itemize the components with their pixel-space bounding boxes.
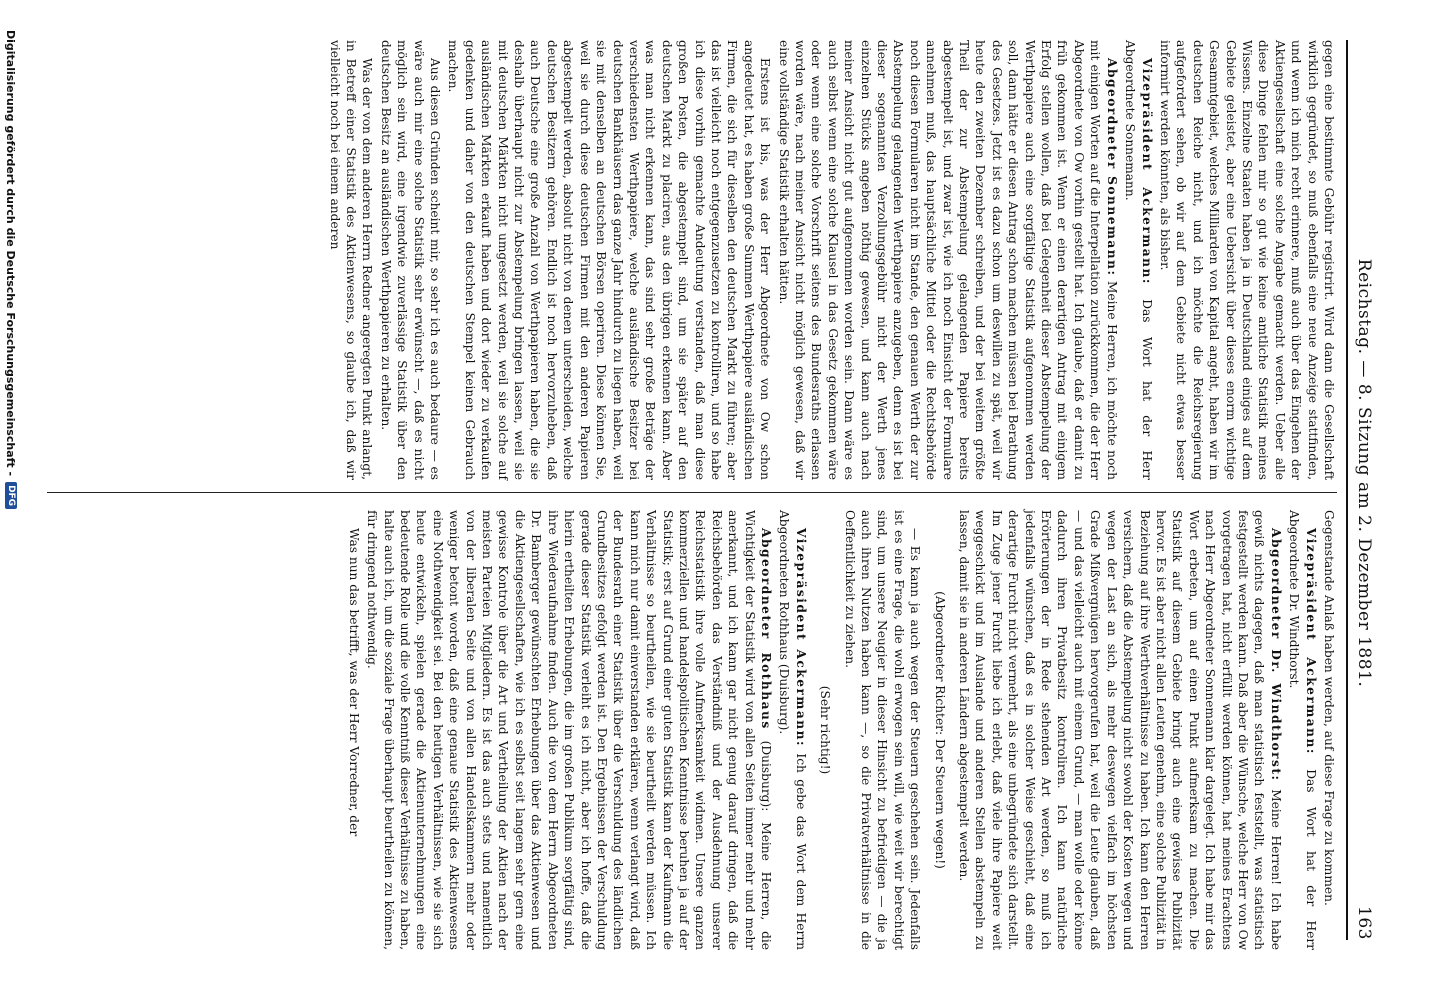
paragraph bbox=[841, 510, 923, 950]
paragraph bbox=[1157, 40, 1337, 480]
paragraph-text: (Duisburg): Meine Herren, die Wichtigkeit der Statistik wird von allen Seiten immer mehr und mehr anerkannt, und ich kann gar nicht genug darauf dringen, daß die Reichsbehörden das Verständniß und der Ausdehnung unserer Reichsstatistik ihre volle Aufmerksamkeit widmen. Unsere ganzen kommerziellen und handelspolitischen Kenntnisse beruhen ja auf der Statistik; erst auf Grund einer guten Statistik kann der Kaufmann die Verhältnisse so beurtheilen, wie sie beurtheilt werden müssen. Ich kann mich nur damit einverstanden erklären, wenn verlangt wird, daß der Bundesrath einer Statistik über die Verschuldung des ländlichen Grundbesitzes gefolgt werden ist. Den Ergebnissen der Verschuldung gerade dieser Statistik verleiht es ich nicht, aber ich hoffe, daß die hierin ertheilten Erhebungen, die im großen Publikum sorgfältig sind, ihre Wiederaufnahme finden. Auch die von dem Herrn Abgeordneten Dr. Bamberger gewünschten Erhebungen über das Aktienwesen und die Aktiengesellschaften, wie ich es selbst seit langem sehr gern eine gewisse Kontrole über die Art und Vertheilung der Aktien nach der meisten Parteien Mitgliedern. Es ist das auch stets und namentlich von der liberalen Seite und von allen Handelskammern mehr oder weniger betont worden, daß eine genaue Statistik des Aktienwesens eine Nothwendigkeit sei. Bei den heutigen Verhältnissen, wie sie sich heute entwickeln, spielen gerade die Aktienunternehmungen eine bedeutende Rolle und die volle Kenntniß dieser Verhältnisse zu haben, halte auch ich, um die soziale Frage überhaupt beurtheilen zu können, für dringend nothwendig. bbox=[365, 510, 773, 951]
paragraph bbox=[1286, 510, 1319, 950]
paragraph-text: Ich gebe das Wort dem Herrn Abgeordneten Rothhaus (Duisburg). bbox=[777, 510, 808, 950]
paragraph-text: Meine Herren! Ich habe gewiß nichts dagegen, daß man statistisch feststellt, was statistisch festgestellt werden kann. Daß aber die Wünsche, welche Herr von Ow vorgetragen hat, nicht erfüllt werden können, hat meines Erachtens nach Herr Abgeordneter Sonnemann klar dargelegt. Ich habe mir das Wort erbeten, um auf einen Punkt aufmerksam zu machen. Die Statistik auf diesem Gebiete bringt auch eine gewisse Publizität hervor. Es ist aber nicht allen Leuten genehm, eine solche Publizität in Beziehung auf ihre Werthverhältnisse zu haben. Ich kann den Herren versichern, daß die Abstempelung nicht sowohl der Kosten wegen und wegen der Last an sich, als mehr deswegen vielfach im höchsten Grade Mißvergnügen hervorgerufen hat, weil die Leute glauben, daß — und das vielleicht auch mit einem Grund, — man wolle oder könne dadurch ihren Privatbesitz kontroliren. Ich kann natürliche Erörterungen der in Rede stehenden Art werden, so muß ich jedenfalls wünschen, daß es in solcher Weise geschieht, daß eine derartige Furcht nicht vermehrt, als eine unbegründete sich darstellt. Im Zuge jener Furcht liebe ich erlebt, daß viele ihre Papiere weit weggeschickt und im Auslande und anderen Stellen abstempeln zu lassen, damit sie in anderen Ländern abgestempelt werden. bbox=[957, 510, 1283, 950]
page-number: 163 bbox=[1354, 906, 1374, 940]
paragraph-text: gegen eine bestimmte Gebühr registrirt. Wird dann die Gesellschaft wirklich gegründet, so muß ebenfalls eine neue Anzeige stattfinden, und wenn ich mich recht erinnere, muß auch über das Eingehen der Aktiengesellschaft eine solche Angabe gemacht werden. Ueber alle diese Dinge fehlen mir so gut wie keine amtliche Statistik meines Wissens. Einzelne Staaten haben ja in Deutschland einiges auf dem Gebiete geleistet, aber eine Uebersicht über dieses enorm wichtige Gesammtgebiet, welches Milliarden von Kapital angeht, haben wir im deutschen Reiche nicht, und ich möchte die Reichsregierung aufgefordert sehen, ob wir auf dem Gebiete nicht etwas besser informirt werden könnten, als bisher. bbox=[1157, 40, 1336, 480]
paragraph bbox=[345, 510, 361, 950]
paragraph bbox=[1122, 40, 1155, 480]
left-text-column bbox=[324, 40, 1337, 480]
paragraph-text: Erstens ist bis, was der Herr Abgeordnete von Ow schon angedeutet hat, es haben große Summen Werthpapiere ausländischen Firmen, die sich für dieselben den deutschen Markt zu führen; aber das ist vielleicht noch entgegenzusetzen zu kontrolliren, und so habe ich diese vorhin gemachte Andeutung verstanden, daß man diese großen Posten, die abgestempelt sind, um sie später auf den deutschen Markt zu placiren, aus den übrigen erkennen kann. Aber was man nicht erkennen kann, das sind sehr große Beträge der verschiedensten Werthpapiere, welche ausländische Besitzer bei deutschen Bankhäusern das ganze Jahr hindurch zu liegen haben, weil sie mit denselben an deutschen Börsen operiren. Diese können Sie, weil sie durch diese deutschen Firmen mit den anderen Papieren abgestempelt werden, absolut nicht von denen unterscheiden, welche deutschen Besitzern gehören. Endlich ist noch hervorzuheben, daß auch Deutsche eine große Anzahl von Werthpapieren haben, die sie deshalb überhaupt nicht zur Abstempelung bringen lassen, weil sie mit deutschen Märkten nicht umgesetzt werden, weil sie solche auf ausländischen Märkten erkauft haben und dort wieder zu verkaufen gedenken und daher von den deutschen Stempel keinen Gebrauch machen. bbox=[446, 40, 773, 480]
speaker-name: Vizepräsident Ackermann: bbox=[793, 528, 808, 747]
paragraph bbox=[377, 40, 443, 480]
paragraph bbox=[445, 40, 773, 480]
speaker-name: Abgeordneter Rothhaus bbox=[759, 528, 773, 730]
paragraph bbox=[326, 40, 375, 480]
speaker-name: Vizepräsident Ackermann: bbox=[1139, 58, 1154, 285]
paragraph bbox=[776, 510, 809, 950]
paragraph-text: (Abgeordneter Richter: Der Steuern wegen!) bbox=[932, 591, 947, 869]
paragraph bbox=[817, 510, 833, 950]
paragraph-text: Aus diesen Gründen scheint mir, so sehr ich es auch bedaure — es wäre auch mir eine solche Statistik sehr erwünscht —, daß es nicht möglich sein wird, eine irgendwie zuverlässige Statistik über den deutschen Besitz an ausländischen Werthpapieren zu erhalten. bbox=[378, 40, 443, 480]
speaker-name: Vizepräsident Ackermann: bbox=[1303, 528, 1318, 755]
paragraph-text: Meine Herren, ich möchte noch mit einigen Worten auf die Interpellation zurückkommen, die der Herr Abgeordnete von Ow vorhin gestellt hat. Ich glaube, daß er damit zu früh gekommen ist. Wenn er einen derartigen Antrag mit einigem Erfolg stellen wollen, daß bei Gelegenheit dieser Abstempelung der Werthpapiere auch eine sorgfältige Statistik aufgenommen werden soll, dann hätte er diesen Antrag schon machen müssen bei Berathung des Gesetzes. Jetzt ist es dazu schon um deswillen zu spät, weil wir heute den zweiten Dezember schreiben, und der bei weitem größte Theil der zur Abstempelung gelangenden Papiere bereits abgestempelt ist, und zwar ist, wie ich noch Einsicht der Formulare annehmen muß, das hauptsächliche Mittel oder die Rechtsbehörde noch diesen Formularen nicht im Stande, den genauen Werth der zur Abstempelung gelangenden Werthpapiere anzugeben, denn es ist bei dieser sogenannten Verzollungsgebühr nicht der Werth jenes einzelnen Stücks angeben nöthig gewesen, und kann auch nach meiner Ansicht nicht gut aufgenommen worden sein. Dann wäre es auch selbst wenn eine solche Klausel in das Gesetz gekommen wäre oder wenn eine solche Vorschrift seitens des Bundesraths erlassen worden wäre, nach meiner Ansicht nicht möglich gewesen, daß wir eine vollständige Statistik erhalten hätten. bbox=[776, 40, 1119, 480]
dfg-logo: DFG bbox=[5, 482, 17, 509]
footer-text: Digitalisierung gefördert durch die Deutsche Forschungsgemeinschaft - bbox=[4, 30, 18, 477]
digitization-footer bbox=[0, 0, 22, 1000]
paragraph-text: Das Wort hat der Herr Abgeordnete Dr. Windthorst. bbox=[1287, 510, 1318, 950]
running-title: Reichstag. — 8. Sitzung am 2. Dezember 1881. bbox=[1354, 258, 1374, 688]
paragraph-text: Das Wort hat der Herr Abgeordnete Sonnemann. bbox=[1123, 40, 1154, 480]
paragraph bbox=[931, 510, 947, 950]
paragraph bbox=[775, 40, 1120, 480]
paragraph-text: Was nun das betrifft, was der Herr Vorredner, der bbox=[346, 528, 361, 837]
paragraph bbox=[956, 510, 1284, 950]
speaker-name: Abgeordneter Dr. Windthorst: bbox=[1268, 528, 1283, 782]
paragraph-text: Was der von dem anderen Herrn Redner angeregten Punkt anlangt, in Betreff einer Statistik des Aktienwesens, so glaube ich, daß wir vielleicht noch bei einem anderen bbox=[327, 40, 375, 480]
header-rule bbox=[1346, 40, 1348, 940]
paragraph bbox=[364, 510, 774, 950]
right-text-column bbox=[343, 510, 1337, 950]
paragraph-text: — Es kann ja auch wegen der Steuern geschehen sein. Jedenfalls ist es eine Frage, die wohl erwogen sein will, wie weit wir berechtigt sind, um unsere Neugier in dieser Hinsicht zu befriedigen — die ja auch ihren Nutzen haben kann —, so die Privatverhältnisse in die Oeffentlichkeit zu ziehen. bbox=[842, 510, 923, 950]
column-divider bbox=[47, 492, 1337, 493]
paragraph-text: (Sehr richtig!) bbox=[818, 685, 833, 775]
speaker-name: Abgeordneter Sonnemann: bbox=[1104, 58, 1119, 277]
page-header bbox=[1354, 40, 1384, 940]
paragraph-text: Gegenstande Anlaß haben werden, auf diese Frage zu kommen. bbox=[1322, 510, 1336, 906]
paragraph bbox=[1321, 510, 1337, 950]
